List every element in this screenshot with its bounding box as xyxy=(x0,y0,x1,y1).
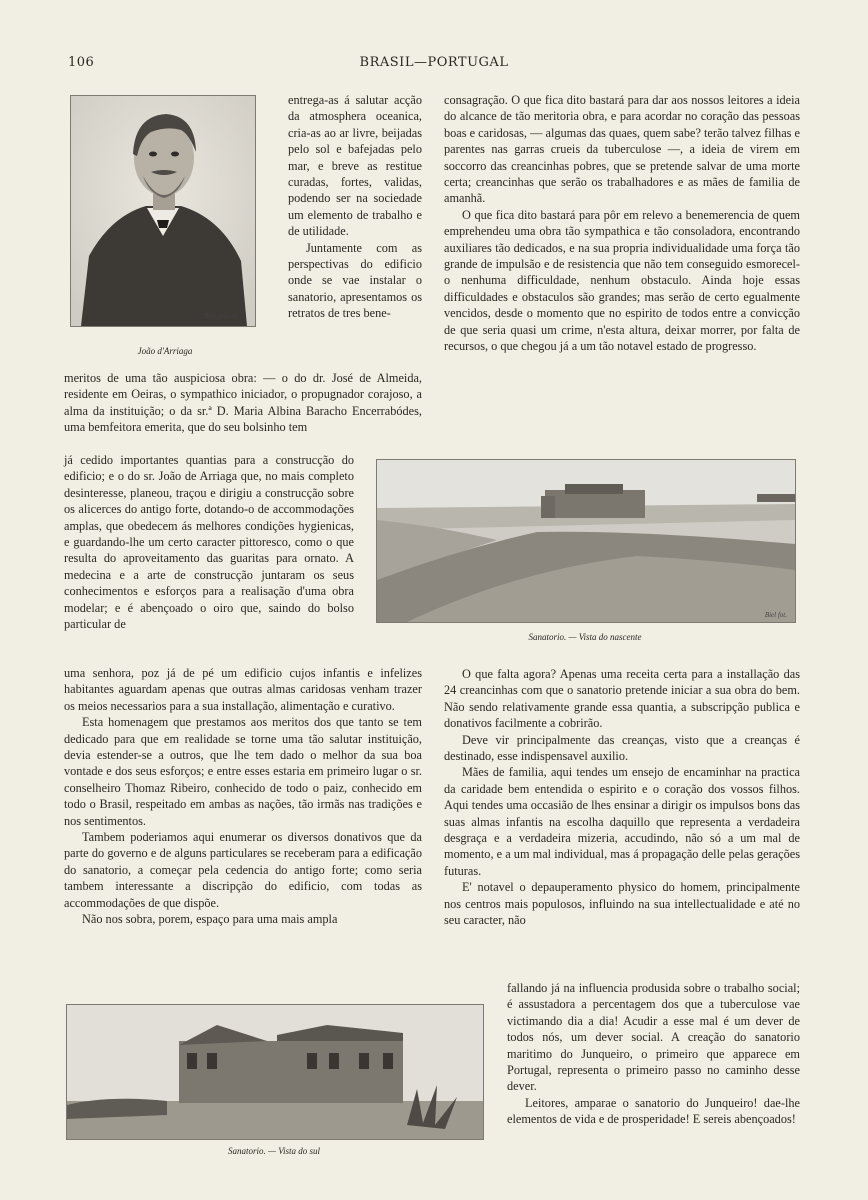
portrait-photo xyxy=(70,95,256,327)
sanatorium-south-photo xyxy=(66,1004,484,1140)
paragraph: já cedido importantes quantias para a construcção do edificio; e o do sr. João de Arriaga que, no mais completo desinteresse, planeou, traçou e dirigiu a construcção sobre os alicerces do antigo forte, dotando-o de accommodações amplas, que obedecem ás melhores condições hygienicas, e guardando-lhe um certo caracter pittoresco, como o que resulta do aproveitamento das guaritas para ornato. A medecina e a arte de construcção juntaram os seus conhecimentos e esforços para a realisação d'uma obra modelar; e é abençoado o oiro que, saindo do bolso particular de xyxy=(64,453,354,632)
paragraph: Juntamente com as perspectivas do edificio onde se vae instalar o sanatorio, apresentamos os retratos de tres bene- xyxy=(288,240,422,321)
sanatorium-east-photo xyxy=(376,459,796,623)
left-text-full-2 xyxy=(64,665,422,928)
engraver-signature: Biel gravou xyxy=(204,312,237,320)
paragraph: O que fica dito bastará para pôr em relevo a benemerencia de quem emprehendeu uma obra tão sympathica e tão consoladora, encontrando auxiliares tão dedicados, e na sua propria individualidade uma força tão grande de impulsão e de resistencia que não tem conseguido esmorecel-o nenhuma difficuldade, nenhum obstaculo. Ainda hoje essas difficuldades e obstaculos são grandes; mas serão de certo egualmente vencidos, desde o momento que no espirito de todos entre a convicção de que seria quasi um crime, n'esta altura, deixar morrer, por falta de recursos, o que chegou já a um tão notavel estado de progresso. xyxy=(444,207,800,354)
east-photo-caption: Sanatorio. — Vista do nascente xyxy=(528,632,642,642)
paragraph: entrega-as á salutar acção da atmosphera oceanica, cria-as ao ar livre, beijadas pelo sol e bafejadas pelo mar, e breve as restitue curadas, fortes, validas, podendo ser na sociedade um elemento de trabalho e de utilidade. xyxy=(288,93,422,239)
right-text-top xyxy=(444,92,800,355)
paragraph: consagração. O que fica dito bastará para dar aos nossos leitores a ideia do alcance de tão meritoria obra, e para acordar no coração das pessoas boas e caridosas, — algumas das quaes, quem sabe? terão talvez filhas e parentes nas garras crueis da tuberculose —, a ideia de virem em soccorro das creancinhas pobres, que se pretende salvar de uma morte certa; creancinhas que serão os trabalhadores e as mães de familia de amanhã. xyxy=(444,93,800,206)
left-text-beside-portrait xyxy=(288,92,422,322)
paragraph: Leitores, amparae o sanatorio do Junqueiro! dae-lhe elementos de vida e de prosperidade! E sereis abençoados! xyxy=(507,1095,800,1127)
south-photo-caption: Sanatorio. — Vista do sul xyxy=(227,1146,321,1156)
left-text-full-1 xyxy=(64,370,422,436)
page-title: BRASIL—PORTUGAL xyxy=(359,55,509,70)
sanatorium-south-image xyxy=(67,1005,483,1139)
sanatorium-east-image xyxy=(377,460,795,622)
paragraph: uma senhora, poz já de pé um edificio cujos infantis e infelizes habitantes aguardam apenas que outras almas caridosas venham trazer os meios necessarios para a sua installação, alimentação e curativo. xyxy=(64,666,422,713)
paragraph: fallando já na influencia produsida sobre o trabalho social; é assustadora a percentagem dos que a tuberculose vae victimando dia a dia! Acudir a esse mal é um dever de todos nós, um dever social. A creação do sanatorio maritimo do Junqueiro, o primeiro que apparece em Portugal, representa o primeiro passo no caminho desse dever. xyxy=(507,981,800,1094)
paragraph: E' notavel o depauperamento physico do homem, principalmente nos centros mais populosos, influindo na sua intellectualidade e até no seu caracter, não xyxy=(444,880,800,928)
left-text-beside-photo xyxy=(64,452,354,632)
right-text-middle xyxy=(444,666,800,929)
paragraph: Não nos sobra, porem, espaço para uma mais ampla xyxy=(82,912,338,927)
paragraph: meritos de uma tão auspiciosa obra: — o do dr. José de Almeida, residente em Oeiras, o sympathico iniciador, o propugnador corajoso, a alma da instituição; o da sr.ª D. Maria Albina Baracho Encerrabódes, uma bemfeitora emerita, que do seu bolsinho tem xyxy=(64,371,422,435)
paragraph: Tambem poderiamos aqui enumerar os diversos donativos que da parte do governo e de alguns particulares se receberam para a edificação do sanatorio, a começar pela cedencia do antigo forte; como seria tambem interessante a discripção do edificio, com todas as accommodações de que dispõe. xyxy=(64,830,422,910)
paragraph: O que falta agora? Apenas uma receita certa para a installação das 24 creancinhas com que o sanatorio pretende iniciar a sua obra do bem. Não sendo relativamente grande essa quantia, a subscripção publica e donativos facilmente a cobrirão. xyxy=(444,667,800,731)
portrait-caption: João d'Arriaga xyxy=(137,346,193,356)
photographer-signature: Biel fot. xyxy=(764,611,787,619)
paragraph: Esta homenagem que prestamos aos meritos dos que tanto se tem dedicado para que em realidade se torne uma tão salutar instituição, devia estender-se a outros, que lhe tem dado o melhor da sua boa vontade e dos seus esforços; e entre esses estaria em primeiro lugar o sr. conselheiro Thomaz Ribeiro, conhecido de todo o paiz, conhecido em todo o Brasil, respeitado em ambas as nações, tão irmãs nas tradições e nos sentimentos. xyxy=(64,715,422,828)
page-number: 106 xyxy=(68,55,95,70)
paragraph: Mães de familia, aqui tendes um ensejo de encaminhar na practica da caridade bem entendida o espirito e o coração dos vossos filhos. Aqui tendes uma occasião de lhes ensinar a dirigir os impulsos bons das suas almas infantis na escolha daquillo que representa a verdadeira desgraça e a verdadeira mizeria, accudindo, não só a um mal de momento, e a um mal individual, mas á propagação delle pelas gerações futuras. xyxy=(444,765,800,878)
paragraph: Deve vir principalmente das creanças, visto que a creanças é destinado, esse indispensavel auxilio. xyxy=(444,732,800,764)
portrait-image xyxy=(71,96,255,326)
right-text-bottom xyxy=(507,980,800,1128)
